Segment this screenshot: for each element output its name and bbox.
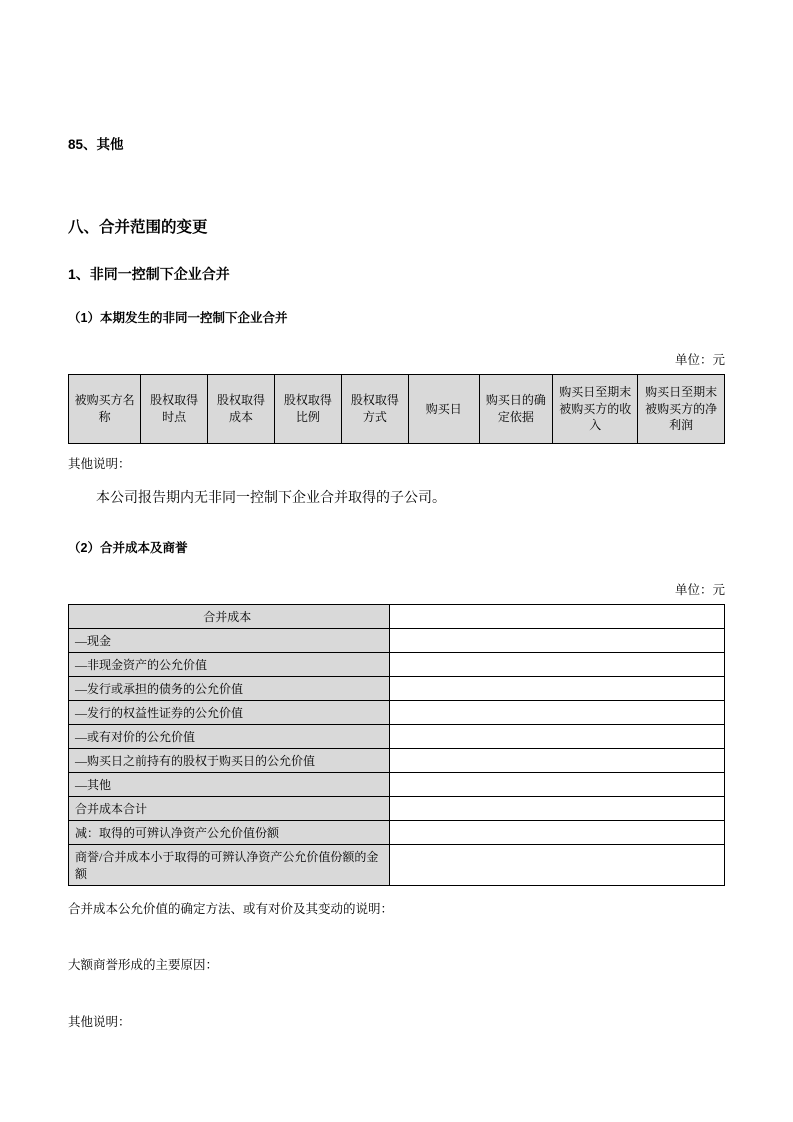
row-label-other: —其他	[69, 772, 390, 796]
row-label-goodwill: 商誉/合并成本小于取得的可辨认净资产公允价值份额的金额	[69, 844, 390, 885]
row-value-less-net-assets-share	[390, 820, 725, 844]
row-label-debt-issued: —发行或承担的债务的公允价值	[69, 676, 390, 700]
row-label-equity-issued: —发行的权益性证券的公允价值	[69, 700, 390, 724]
heading-subsection-1: 1、非同一控制下企业合并	[68, 265, 230, 282]
footer-note-fair-value-method: 合并成本公允价值的确定方法、或有对价及其变动的说明：	[68, 901, 394, 916]
heading-item-1: （1）本期发生的非同一控制下企业合并	[68, 311, 288, 326]
row-label-noncash-assets: —非现金资产的公允价值	[69, 652, 390, 676]
table-header-row	[69, 374, 725, 443]
row-value-debt-issued	[390, 676, 725, 700]
unit-label-2: 单位：元	[674, 582, 725, 597]
column-header-acquisition-time: 股权取得时点	[141, 374, 208, 443]
row-value-equity-issued	[390, 700, 725, 724]
combination-cost-table	[68, 604, 725, 886]
table-row	[69, 724, 725, 748]
cost-table-header-label: 合并成本	[69, 604, 390, 628]
other-note-text-1: 本公司报告期内无非同一控制下企业合并取得的子公司。	[96, 490, 446, 506]
column-header-revenue-since-purchase: 购买日至期末被购买方的收入	[553, 374, 638, 443]
heading-item-2: （2）合并成本及商誉	[68, 541, 188, 556]
cost-table-header-value	[390, 604, 725, 628]
row-value-cash	[390, 628, 725, 652]
row-value-previously-held-equity	[390, 748, 725, 772]
table-row	[69, 844, 725, 885]
heading-85-other: 85、其他	[68, 137, 124, 152]
column-header-purchase-date: 购买日	[408, 374, 479, 443]
heading-section-eight: 八、合并范围的变更	[68, 218, 208, 236]
row-value-goodwill	[390, 844, 725, 885]
row-value-noncash-assets	[390, 652, 725, 676]
column-header-acquisition-ratio: 股权取得比例	[274, 374, 341, 443]
footer-note-other: 其他说明：	[68, 1014, 131, 1029]
table-row	[69, 820, 725, 844]
table-row	[69, 628, 725, 652]
table-row	[69, 772, 725, 796]
table-row	[69, 796, 725, 820]
column-header-purchase-date-basis: 购买日的确定依据	[479, 374, 552, 443]
row-label-contingent-consideration: —或有对价的公允价值	[69, 724, 390, 748]
footer-note-goodwill-reason: 大额商誉形成的主要原因：	[68, 958, 219, 973]
row-value-total-cost	[390, 796, 725, 820]
row-value-contingent-consideration	[390, 724, 725, 748]
column-header-net-profit-since-purchase: 购买日至期末被购买方的净利润	[638, 374, 725, 443]
column-header-acquisition-method: 股权取得方式	[341, 374, 408, 443]
business-combination-table	[68, 374, 725, 444]
table-row	[69, 652, 725, 676]
row-label-total-cost: 合并成本合计	[69, 796, 390, 820]
row-label-previously-held-equity: —购买日之前持有的股权于购买日的公允价值	[69, 748, 390, 772]
table-row	[69, 748, 725, 772]
unit-label-1: 单位：元	[674, 352, 725, 367]
row-value-other	[390, 772, 725, 796]
page-content	[68, 0, 725, 1033]
other-note-label-1: 其他说明：	[68, 456, 131, 471]
column-header-acquiree-name: 被购买方名称	[69, 374, 141, 443]
row-label-cash: —现金	[69, 628, 390, 652]
column-header-acquisition-cost: 股权取得成本	[208, 374, 275, 443]
table-row	[69, 676, 725, 700]
row-label-less-net-assets-share: 减：取得的可辨认净资产公允价值份额	[69, 820, 390, 844]
table-row	[69, 700, 725, 724]
table-row	[69, 604, 725, 628]
